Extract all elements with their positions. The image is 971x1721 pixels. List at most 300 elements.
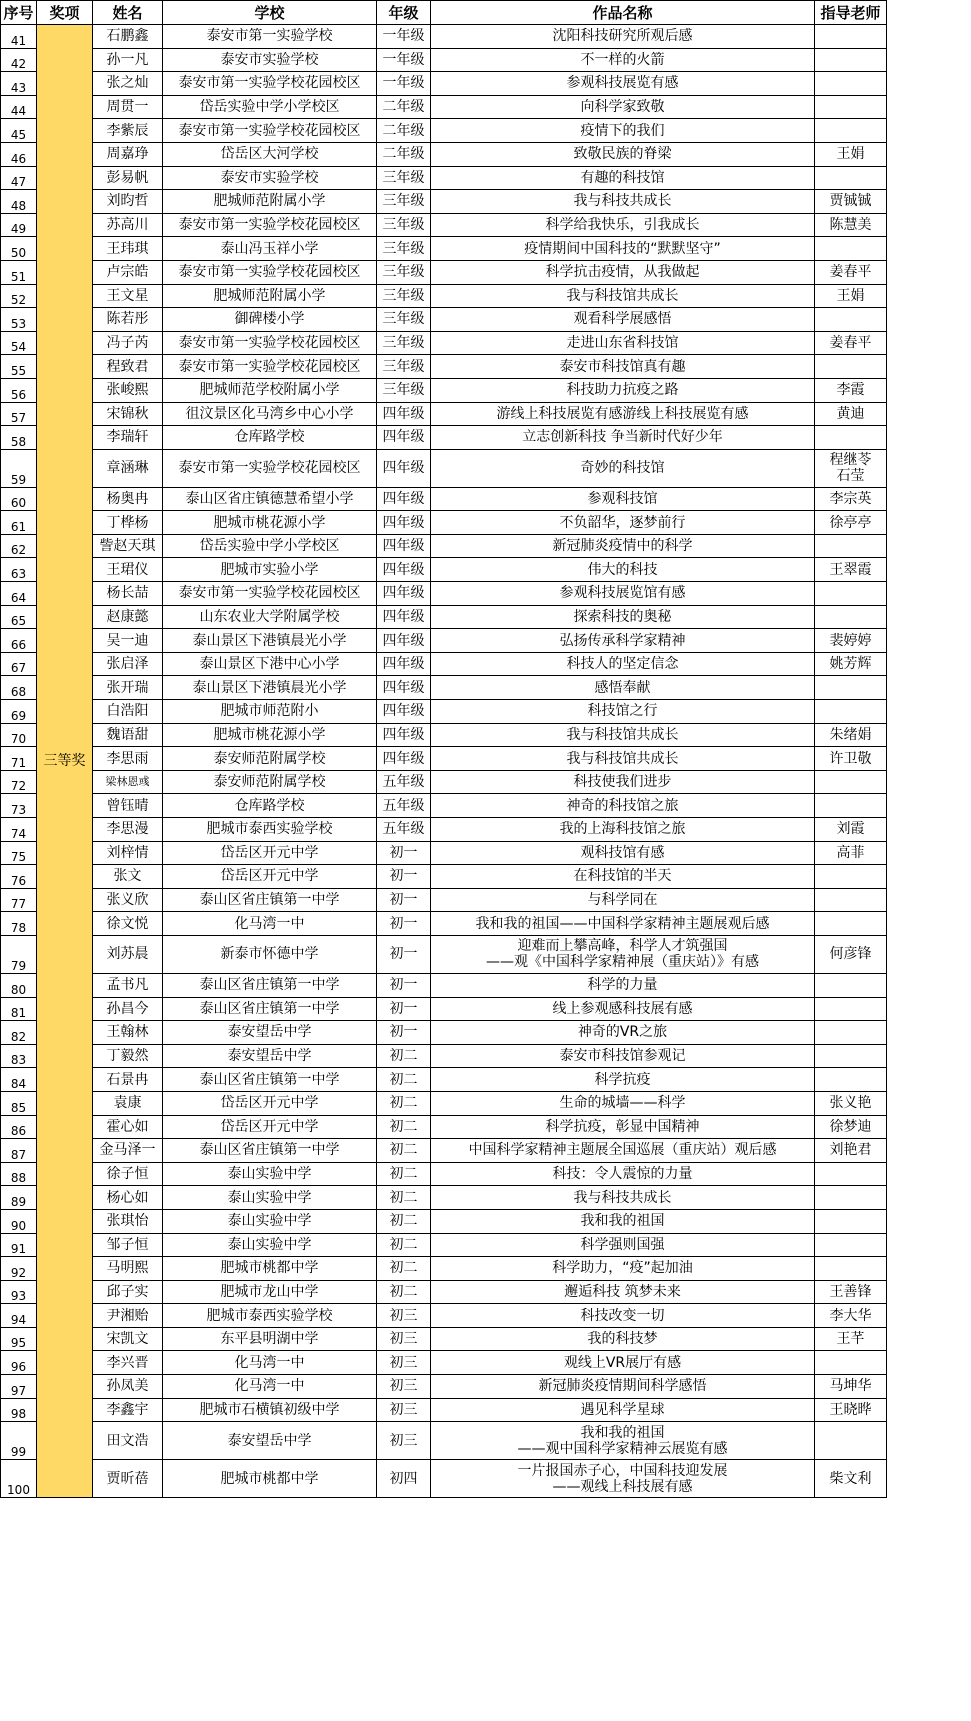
work-line: 迎难而上攀高峰，科学人才筑强国: [517, 938, 728, 955]
teacher-line: 李霞: [836, 382, 865, 399]
cell-seq: 70: [1, 723, 37, 747]
cell-school: 肥城市桃都中学: [163, 1257, 377, 1281]
cell-name: 李紫辰: [93, 119, 163, 143]
cell-name: 邹子恒: [93, 1233, 163, 1257]
cell-grade: 初一: [377, 865, 431, 889]
cell-grade: 三年级: [377, 308, 431, 332]
cell-seq: 99: [1, 1422, 37, 1460]
cell-name: 吴一迪: [93, 629, 163, 653]
teacher-line: 王善锋: [829, 1283, 872, 1300]
cell-name: 周嘉琤: [93, 142, 163, 166]
cell-grade: 四年级: [377, 511, 431, 535]
table-body: [1, 25, 887, 1498]
table-row: [1, 48, 887, 72]
cell-grade: 三年级: [377, 331, 431, 355]
work-line: 科学抗疫: [594, 1071, 651, 1088]
work-line: 伟大的科技: [587, 561, 658, 578]
table-row: [1, 818, 887, 842]
cell-seq: 44: [1, 95, 37, 119]
cell-name: 李思雨: [93, 747, 163, 771]
cell-teacher: [815, 700, 887, 724]
cell-grade: 四年级: [377, 402, 431, 426]
cell-school: 泰山景区下港镇晨光小学: [163, 676, 377, 700]
cell-work: [431, 213, 815, 237]
table-row: [1, 72, 887, 96]
teacher-line: 何彦锋: [829, 946, 872, 963]
cell-grade: 四年级: [377, 558, 431, 582]
cell-teacher: [815, 770, 887, 794]
cell-grade: 四年级: [377, 723, 431, 747]
cell-teacher: [815, 166, 887, 190]
cell-name: 刘昀哲: [93, 190, 163, 214]
table-row: [1, 652, 887, 676]
header-work: 作品名称: [431, 1, 815, 25]
cell-school: 岱岳区大河学校: [163, 142, 377, 166]
cell-school: 泰安市第一实验学校花园校区: [163, 331, 377, 355]
work-line: 在科技馆的半天: [573, 868, 672, 885]
cell-work: [431, 558, 815, 582]
cell-school: 泰安望岳中学: [163, 1422, 377, 1460]
cell-teacher: [815, 260, 887, 284]
header-award: 奖项: [37, 1, 93, 25]
table-row: [1, 747, 887, 771]
cell-name: 张文: [93, 865, 163, 889]
cell-teacher: [815, 629, 887, 653]
cell-teacher: [815, 1233, 887, 1257]
cell-grade: 一年级: [377, 48, 431, 72]
cell-seq: 68: [1, 676, 37, 700]
table-row: [1, 770, 887, 794]
cell-grade: 初三: [377, 1304, 431, 1328]
teacher-line: 许卫敬: [829, 750, 872, 767]
cell-name: 李兴晋: [93, 1351, 163, 1375]
cell-name: 丁桦杨: [93, 511, 163, 535]
cell-teacher: [815, 1209, 887, 1233]
cell-school: 泰山景区下港中心小学: [163, 652, 377, 676]
cell-grade: 三年级: [377, 237, 431, 261]
work-line: 我的上海科技馆之旅: [559, 821, 686, 838]
cell-grade: 四年级: [377, 582, 431, 606]
cell-school: 徂汶景区化马湾乡中心小学: [163, 402, 377, 426]
cell-name: 程致君: [93, 355, 163, 379]
cell-work: [431, 72, 815, 96]
cell-seq: 74: [1, 818, 37, 842]
cell-teacher: [815, 912, 887, 936]
cell-name: 田文浩: [93, 1422, 163, 1460]
table-row: [1, 1091, 887, 1115]
cell-seq: 83: [1, 1044, 37, 1068]
work-line: 弘扬传承科学家精神: [559, 632, 686, 649]
teacher-line: 李宗英: [829, 490, 872, 507]
cell-grade: 一年级: [377, 25, 431, 49]
cell-work: [431, 25, 815, 49]
header-grade: 年级: [377, 1, 431, 25]
cell-work: [431, 449, 815, 487]
work-line: 科技：令人震惊的力量: [552, 1166, 693, 1183]
cell-grade: 初二: [377, 1044, 431, 1068]
teacher-line: 刘艳君: [829, 1142, 872, 1159]
cell-grade: 四年级: [377, 449, 431, 487]
teacher-line: 朱绪娟: [829, 726, 872, 743]
cell-name: 杨奥冉: [93, 487, 163, 511]
cell-work: [431, 1186, 815, 1210]
cell-work: [431, 511, 815, 535]
table-row: [1, 841, 887, 865]
cell-teacher: [815, 1162, 887, 1186]
teacher-line: 王芊: [836, 1331, 865, 1348]
cell-work: [431, 166, 815, 190]
cell-grade: 初三: [377, 1398, 431, 1422]
cell-seq: 79: [1, 935, 37, 973]
cell-seq: 51: [1, 260, 37, 284]
cell-seq: 84: [1, 1068, 37, 1092]
cell-grade: 四年级: [377, 534, 431, 558]
cell-seq: 92: [1, 1257, 37, 1281]
cell-school: 泰山区省庄镇第一中学: [163, 888, 377, 912]
table-row: [1, 794, 887, 818]
cell-grade: 初二: [377, 1139, 431, 1163]
work-line: 立志创新科技 争当新时代好少年: [522, 429, 723, 446]
teacher-line: 王娟: [836, 146, 865, 163]
cell-school: 岱岳区开元中学: [163, 1115, 377, 1139]
cell-name: 邱子实: [93, 1280, 163, 1304]
teacher-line: 姜春平: [829, 335, 872, 352]
work-line: 我与科技共成长: [573, 193, 672, 210]
work-line: 参观科技展览有感: [566, 75, 679, 92]
work-line: 科学的力量: [587, 977, 658, 994]
cell-name: 袁康: [93, 1091, 163, 1115]
cell-grade: 初一: [377, 841, 431, 865]
cell-seq: 71: [1, 747, 37, 771]
table-row: [1, 308, 887, 332]
cell-name: 周贯一: [93, 95, 163, 119]
cell-school: 岱岳区开元中学: [163, 1091, 377, 1115]
cell-work: [431, 582, 815, 606]
cell-seq: 59: [1, 449, 37, 487]
cell-teacher: [815, 25, 887, 49]
cell-teacher: [815, 582, 887, 606]
cell-grade: 初一: [377, 973, 431, 997]
table-row: [1, 449, 887, 487]
work-line: 疫情期间中国科技的“默默坚守”: [524, 240, 721, 257]
work-line: 泰安市科技馆真有趣: [559, 358, 686, 375]
cell-work: [431, 997, 815, 1021]
table-row: [1, 1233, 887, 1257]
cell-grade: 五年级: [377, 770, 431, 794]
cell-teacher: [815, 973, 887, 997]
work-line: 向科学家致敬: [580, 99, 665, 116]
cell-school: 泰安师范附属学校: [163, 770, 377, 794]
cell-seq: 90: [1, 1209, 37, 1233]
cell-seq: 45: [1, 119, 37, 143]
cell-name: 李瑞轩: [93, 426, 163, 450]
work-line: 与科学同在: [587, 892, 658, 909]
cell-school: 仓库路学校: [163, 794, 377, 818]
cell-name: 冯子芮: [93, 331, 163, 355]
cell-school: 泰安望岳中学: [163, 1021, 377, 1045]
cell-work: [431, 888, 815, 912]
work-line: 观科技馆有感: [580, 844, 665, 861]
cell-seq: 60: [1, 487, 37, 511]
table-row: [1, 511, 887, 535]
cell-teacher: [815, 652, 887, 676]
cell-teacher: [815, 605, 887, 629]
cell-school: 泰山景区下港镇晨光小学: [163, 629, 377, 653]
table-row: [1, 888, 887, 912]
cell-work: [431, 378, 815, 402]
cell-grade: 四年级: [377, 747, 431, 771]
work-line: 科技使我们进步: [573, 774, 672, 791]
cell-name: 张开瑞: [93, 676, 163, 700]
cell-seq: 72: [1, 770, 37, 794]
cell-grade: 初二: [377, 1280, 431, 1304]
cell-work: [431, 534, 815, 558]
work-line: 遇见科学星球: [580, 1401, 665, 1418]
cell-name: 尹湘贻: [93, 1304, 163, 1328]
cell-name: 彭易帆: [93, 166, 163, 190]
table-row: [1, 1460, 887, 1498]
cell-teacher: [815, 402, 887, 426]
table-row: [1, 676, 887, 700]
cell-teacher: [815, 841, 887, 865]
cell-seq: 41: [1, 25, 37, 49]
cell-name: 张之灿: [93, 72, 163, 96]
teacher-line: 裴婷婷: [829, 632, 872, 649]
cell-name: 曾钰晴: [93, 794, 163, 818]
cell-work: [431, 1257, 815, 1281]
table-row: [1, 629, 887, 653]
cell-seq: 100: [1, 1460, 37, 1498]
cell-grade: 初二: [377, 1186, 431, 1210]
cell-teacher: [815, 331, 887, 355]
work-line: 不负韶华，逐梦前行: [559, 514, 686, 531]
cell-seq: 91: [1, 1233, 37, 1257]
cell-work: [431, 1351, 815, 1375]
cell-school: 仓库路学校: [163, 426, 377, 450]
cell-grade: 初一: [377, 997, 431, 1021]
cell-teacher: [815, 1422, 887, 1460]
cell-work: [431, 119, 815, 143]
cell-work: [431, 1327, 815, 1351]
cell-school: 肥城市泰西实验学校: [163, 818, 377, 842]
table-row: [1, 260, 887, 284]
cell-teacher: [815, 72, 887, 96]
teacher-line: 高菲: [836, 844, 865, 861]
cell-seq: 73: [1, 794, 37, 818]
cell-teacher: [815, 237, 887, 261]
cell-school: 泰山实验中学: [163, 1162, 377, 1186]
work-line: 科技改变一切: [580, 1307, 665, 1324]
cell-seq: 89: [1, 1186, 37, 1210]
cell-work: [431, 1398, 815, 1422]
cell-grade: 三年级: [377, 260, 431, 284]
work-line: 参观科技馆: [587, 490, 658, 507]
table-row: [1, 1209, 887, 1233]
work-line: 探索科技的奥秘: [573, 608, 672, 625]
cell-grade: 三年级: [377, 378, 431, 402]
table-row: [1, 119, 887, 143]
cell-teacher: [815, 534, 887, 558]
teacher-line: 刘霞: [836, 821, 865, 838]
cell-name: 王翰林: [93, 1021, 163, 1045]
cell-work: [431, 95, 815, 119]
cell-grade: 一年级: [377, 72, 431, 96]
cell-school: 岱岳实验中学小学校区: [163, 534, 377, 558]
cell-teacher: [815, 213, 887, 237]
work-line: 奇妙的科技馆: [580, 460, 665, 477]
work-line: 科学抗击疫情，从我做起: [545, 264, 700, 281]
teacher-line: 石莹: [836, 468, 865, 485]
cell-teacher: [815, 95, 887, 119]
work-line: 我的科技梦: [587, 1331, 658, 1348]
cell-seq: 47: [1, 166, 37, 190]
cell-name: 李鑫宇: [93, 1398, 163, 1422]
cell-teacher: [815, 378, 887, 402]
cell-school: 泰安市第一实验学校: [163, 25, 377, 49]
cell-seq: 96: [1, 1351, 37, 1375]
cell-name: 杨心如: [93, 1186, 163, 1210]
cell-seq: 50: [1, 237, 37, 261]
cell-name: 宋锦秋: [93, 402, 163, 426]
cell-name: 孙凤美: [93, 1375, 163, 1399]
cell-work: [431, 426, 815, 450]
table-row: [1, 912, 887, 936]
work-line: 观线上VR展厅有感: [563, 1354, 682, 1371]
cell-seq: 56: [1, 378, 37, 402]
cell-work: [431, 1139, 815, 1163]
cell-teacher: [815, 1304, 887, 1328]
cell-school: 岱岳区开元中学: [163, 865, 377, 889]
table-row: [1, 1044, 887, 1068]
cell-name: 章涵琳: [93, 449, 163, 487]
cell-school: 岱岳区开元中学: [163, 841, 377, 865]
cell-seq: 57: [1, 402, 37, 426]
header-seq: 序号: [1, 1, 37, 25]
cell-name: 刘苏晨: [93, 935, 163, 973]
cell-work: [431, 1233, 815, 1257]
cell-seq: 49: [1, 213, 37, 237]
cell-work: [431, 935, 815, 973]
table-row: [1, 1375, 887, 1399]
cell-seq: 82: [1, 1021, 37, 1045]
work-line: 有趣的科技馆: [580, 169, 665, 186]
cell-work: [431, 48, 815, 72]
teacher-line: 王娟: [836, 287, 865, 304]
table-row: [1, 1280, 887, 1304]
cell-name: 陈若彤: [93, 308, 163, 332]
table-row: [1, 237, 887, 261]
work-line: 科学抗疫，彰显中国精神: [545, 1118, 700, 1135]
table-row: [1, 284, 887, 308]
cell-work: [431, 973, 815, 997]
work-line: 沈阳科技研究所观后感: [552, 28, 693, 45]
work-line: 新冠肺炎疫情中的科学: [552, 538, 693, 555]
table-row: [1, 1115, 887, 1139]
teacher-line: 徐亭亭: [829, 514, 872, 531]
cell-school: 化马湾一中: [163, 912, 377, 936]
cell-grade: 初一: [377, 912, 431, 936]
teacher-line: 徐梦迪: [829, 1118, 872, 1135]
teacher-line: 马坤华: [829, 1378, 872, 1395]
cell-grade: 初一: [377, 888, 431, 912]
work-line: 科学助力，“疫”起加油: [552, 1260, 693, 1277]
cell-seq: 43: [1, 72, 37, 96]
work-line: 走进山东省科技馆: [566, 335, 679, 352]
cell-teacher: [815, 1068, 887, 1092]
cell-seq: 94: [1, 1304, 37, 1328]
cell-name: 石鹏鑫: [93, 25, 163, 49]
table-row: [1, 1139, 887, 1163]
table-row: [1, 355, 887, 379]
cell-name: 贾昕蓓: [93, 1460, 163, 1498]
cell-school: 泰安市第一实验学校花园校区: [163, 213, 377, 237]
cell-work: [431, 190, 815, 214]
cell-work: [431, 331, 815, 355]
cell-teacher: [815, 1139, 887, 1163]
cell-grade: 四年级: [377, 652, 431, 676]
cell-grade: 三年级: [377, 284, 431, 308]
cell-work: [431, 487, 815, 511]
cell-teacher: [815, 1044, 887, 1068]
work-line: ——观线上科技展有感: [552, 1478, 693, 1495]
cell-school: 泰山区省庄镇第一中学: [163, 1068, 377, 1092]
cell-teacher: [815, 487, 887, 511]
cell-work: [431, 794, 815, 818]
cell-name: 徐文悦: [93, 912, 163, 936]
cell-name: 张启泽: [93, 652, 163, 676]
cell-school: 御碑楼小学: [163, 308, 377, 332]
work-line: 我和我的祖国: [580, 1424, 665, 1441]
cell-name: 李思漫: [93, 818, 163, 842]
cell-seq: 66: [1, 629, 37, 653]
cell-grade: 二年级: [377, 142, 431, 166]
cell-school: 肥城市实验小学: [163, 558, 377, 582]
cell-seq: 81: [1, 997, 37, 1021]
cell-grade: 初三: [377, 1327, 431, 1351]
table-row: [1, 378, 887, 402]
cell-school: 泰安市第一实验学校花园校区: [163, 582, 377, 606]
cell-grade: 初二: [377, 1209, 431, 1233]
cell-seq: 88: [1, 1162, 37, 1186]
work-line: 感悟奉献: [594, 679, 651, 696]
cell-teacher: [815, 1186, 887, 1210]
cell-grade: 四年级: [377, 676, 431, 700]
cell-work: [431, 1460, 815, 1498]
cell-grade: 五年级: [377, 818, 431, 842]
cell-grade: 四年级: [377, 605, 431, 629]
work-line: 科技助力抗疫之路: [566, 382, 679, 399]
cell-grade: 二年级: [377, 119, 431, 143]
cell-school: 泰山实验中学: [163, 1233, 377, 1257]
cell-name: 訾赵天琪: [93, 534, 163, 558]
cell-work: [431, 355, 815, 379]
cell-name: 霍心如: [93, 1115, 163, 1139]
cell-work: [431, 1068, 815, 1092]
cell-name: 孙一凡: [93, 48, 163, 72]
cell-name: 王玮琪: [93, 237, 163, 261]
table-row: [1, 973, 887, 997]
header-school: 学校: [163, 1, 377, 25]
cell-school: 化马湾一中: [163, 1351, 377, 1375]
cell-work: [431, 770, 815, 794]
work-line: 线上参观感科技展有感: [552, 1000, 693, 1017]
cell-seq: 97: [1, 1375, 37, 1399]
cell-work: [431, 237, 815, 261]
cell-grade: 四年级: [377, 629, 431, 653]
cell-school: 肥城师范学校附属小学: [163, 378, 377, 402]
cell-work: [431, 142, 815, 166]
work-line: 生命的城墙——科学: [559, 1095, 686, 1112]
